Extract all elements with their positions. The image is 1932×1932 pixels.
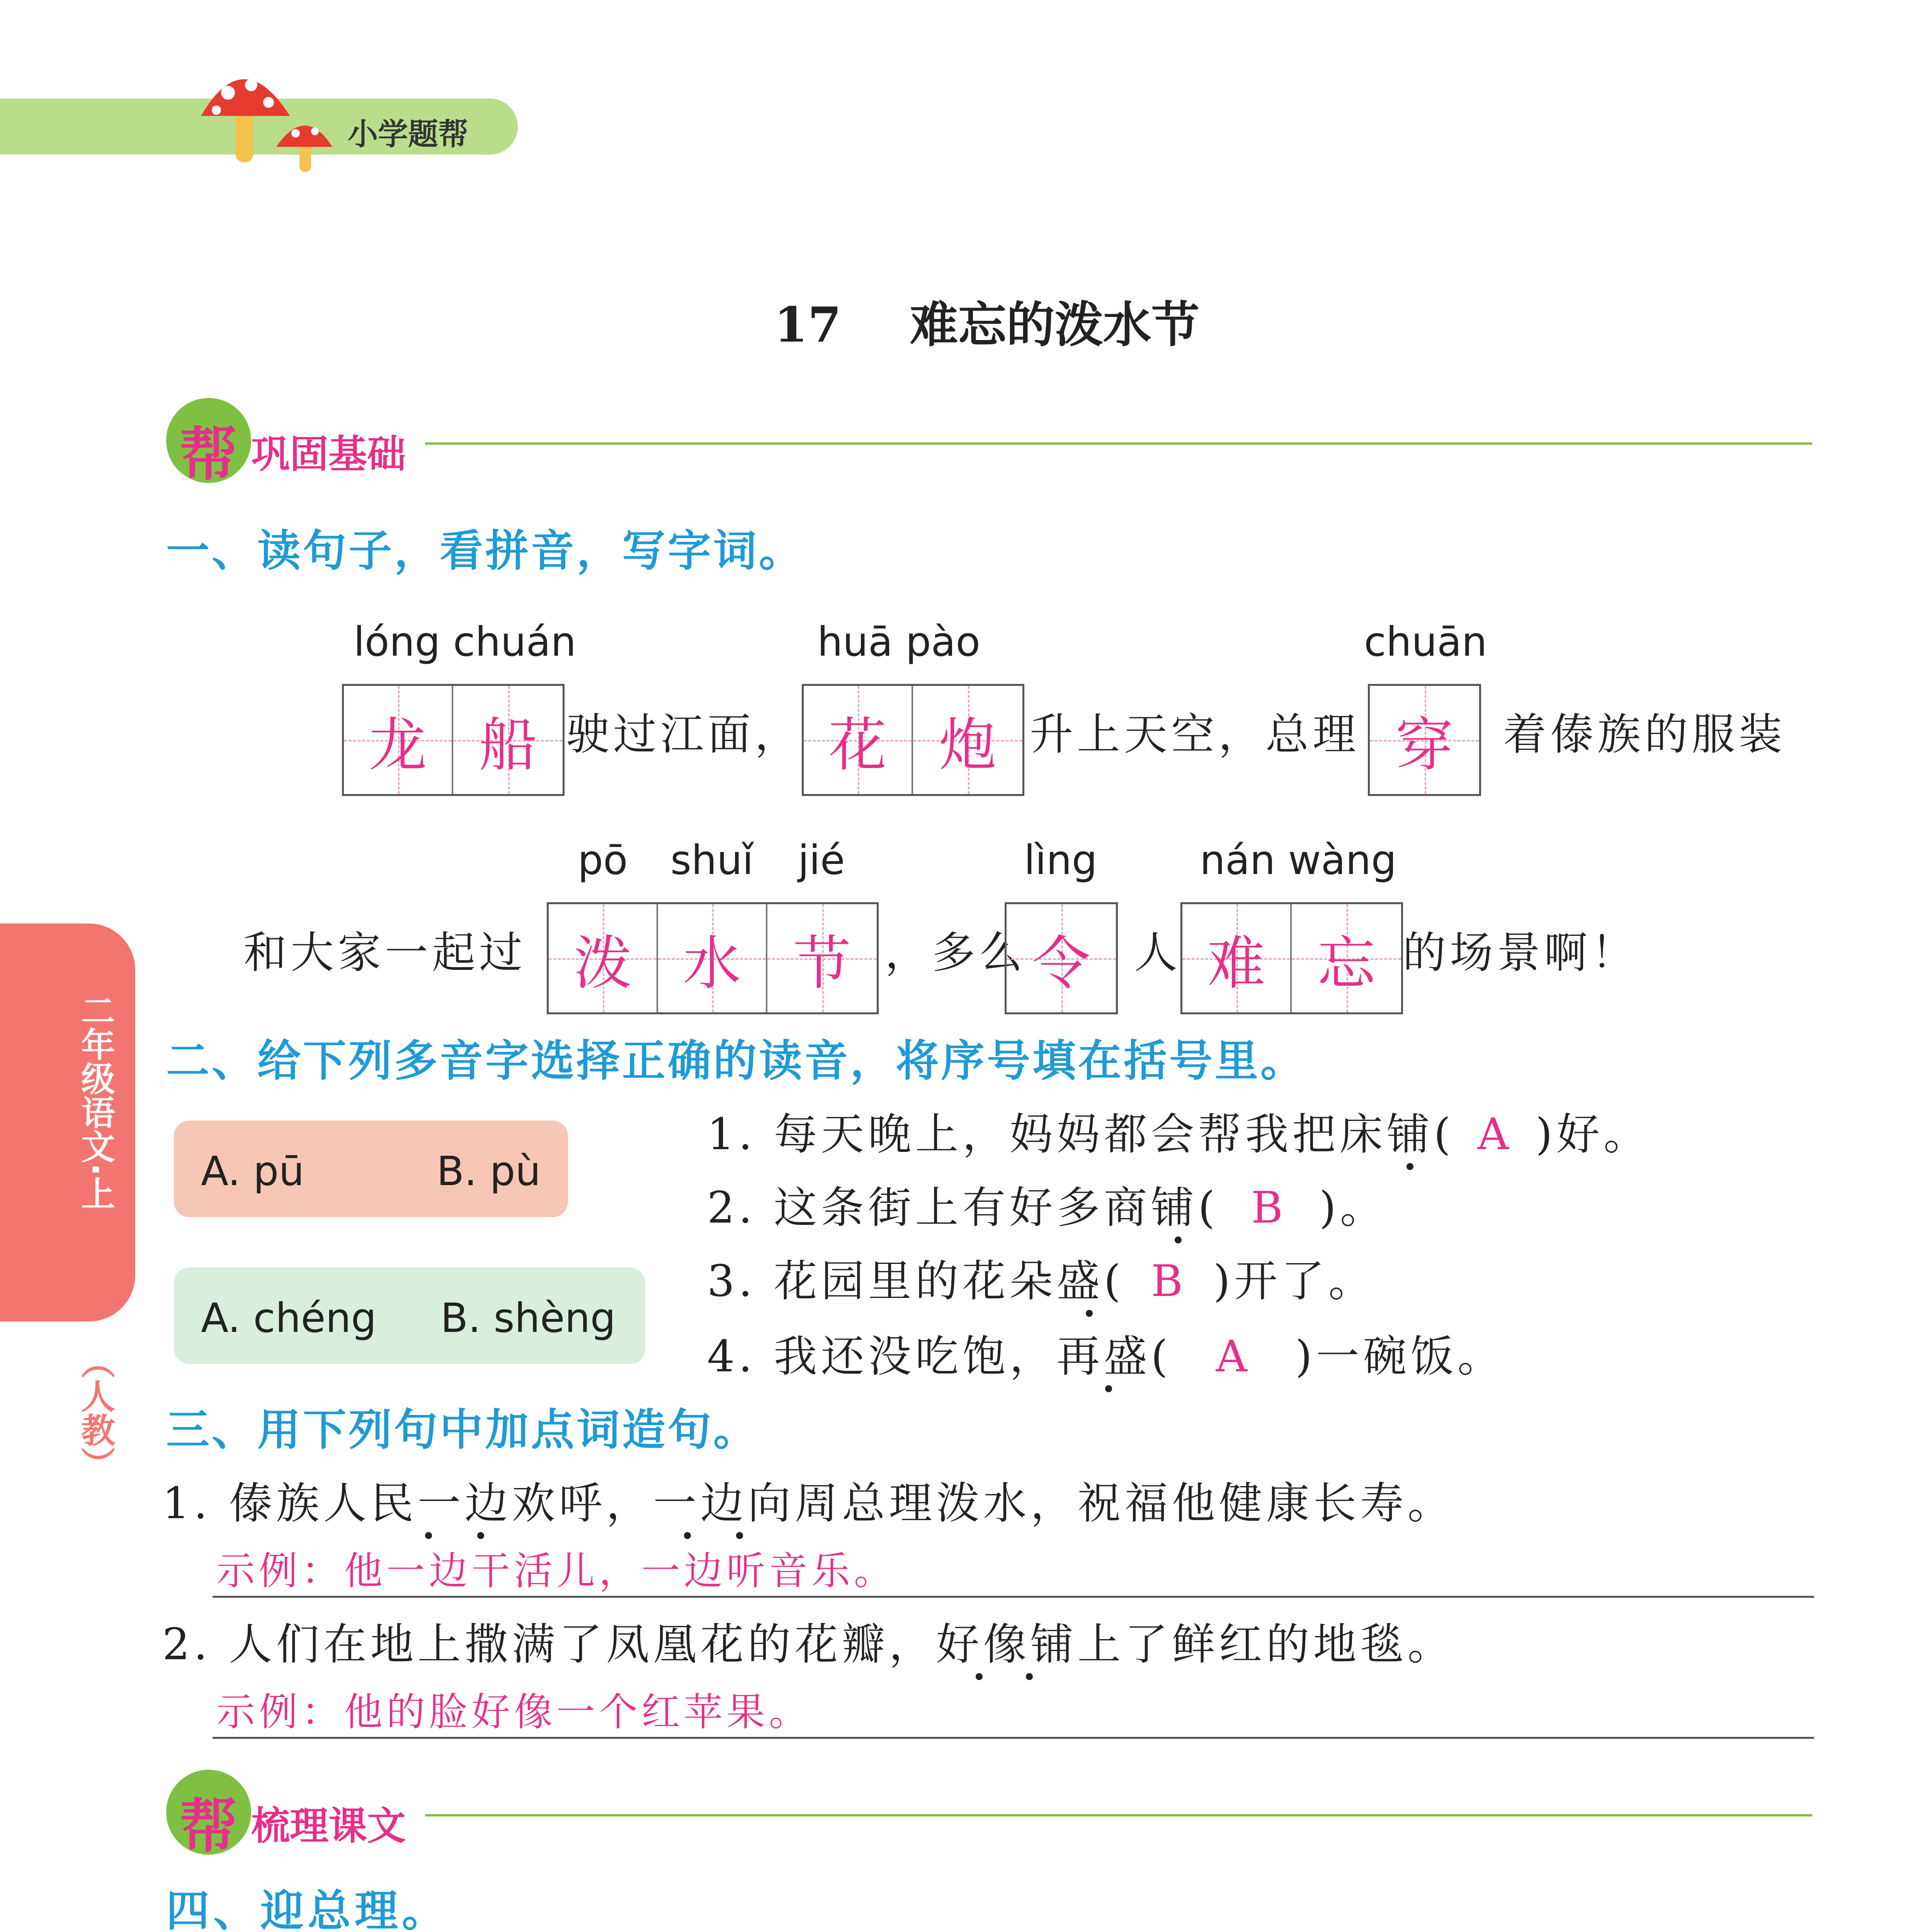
- q3-answer-1[interactable]: 示例：他一边干活儿，一边听音乐。: [216, 1548, 896, 1594]
- q1-text-2: 升上天空，总理: [1030, 709, 1360, 760]
- answer-box-huapao[interactable]: 花 炮: [802, 684, 1024, 796]
- section-badge-text: 帮: [180, 1793, 238, 1860]
- section-divider: [425, 442, 1812, 445]
- brand-label: 小学题帮: [348, 117, 469, 152]
- page-title: [0, 286, 1932, 355]
- q1-text-5: ，多么: [885, 928, 1026, 978]
- emphasis-dot: [976, 1673, 983, 1680]
- q2-item-2: 2. 这条街上有好多商铺( B )。: [707, 1183, 1387, 1233]
- q1-heading: 一、读句子，看拼音，写字词。: [166, 526, 804, 576]
- lesson-number: 17: [774, 297, 842, 353]
- emphasis-dot: [1086, 1310, 1093, 1317]
- section-label: 巩固基础: [251, 432, 406, 477]
- q1-text-1: 驶过江面，: [566, 709, 802, 760]
- emphasis-dot: [684, 1532, 691, 1539]
- emphasis-dot: [425, 1532, 432, 1539]
- mushroom-logo-icon: [193, 58, 340, 178]
- emphasis-dot: [1026, 1673, 1033, 1680]
- pinyin-ling: lìng: [1024, 837, 1097, 884]
- answer-line: [213, 1737, 1814, 1739]
- q1-text-6: 人: [1134, 928, 1181, 978]
- lesson-title: 难忘的泼水节: [910, 297, 1200, 353]
- pinyin-jie: jié: [798, 837, 845, 884]
- q2-answer-2[interactable]: B: [1251, 1183, 1287, 1233]
- emphasis-dot: [477, 1532, 484, 1539]
- q1-text-3: 着傣族的服装: [1503, 709, 1786, 760]
- q2-item-4: 4. 我还没吃饱，再盛( A )一碗饭。: [707, 1332, 1505, 1382]
- option-box-pu: [174, 1121, 568, 1217]
- option-a-pu: A. pū: [201, 1148, 304, 1195]
- pinyin-po: pō: [578, 837, 628, 884]
- pinyin-chuan: chuān: [1364, 618, 1487, 665]
- q1-text-4: 和大家一起过: [243, 928, 526, 978]
- q2-heading: 二、给下列多音字选择正确的读音，将序号填在括号里。: [166, 1036, 1306, 1086]
- pinyin-huapao: huā pào: [817, 618, 980, 665]
- emphasis-dot: [1406, 1163, 1413, 1170]
- q2-item-1: 1. 每天晚上，妈妈都会帮我把床铺( A )好。: [707, 1109, 1651, 1160]
- option-b-sheng: B. shèng: [440, 1294, 616, 1342]
- option-a-cheng: A. chéng: [201, 1294, 377, 1342]
- q3-answer-2[interactable]: 示例：他的脸好像一个红苹果。: [216, 1689, 811, 1735]
- pinyin-nanwang: nán wàng: [1200, 837, 1397, 884]
- section-badge-text: 帮: [180, 421, 238, 488]
- q2-answer-1[interactable]: A: [1477, 1109, 1513, 1160]
- answer-box-nanwang[interactable]: 难 忘: [1180, 902, 1403, 1014]
- side-tab-grade: 二年级语文·上: [76, 993, 116, 1210]
- answer-line: [213, 1596, 1814, 1598]
- side-tab-edition: （人教）: [76, 1345, 116, 1481]
- option-b-pu: B. pù: [437, 1148, 541, 1195]
- option-box-sheng: [174, 1267, 645, 1364]
- answer-box-longchuan[interactable]: 龙 船: [342, 684, 565, 796]
- emphasis-dot: [1175, 1236, 1182, 1243]
- answer-box-ling[interactable]: 令: [1005, 902, 1118, 1014]
- section-divider: [425, 1814, 1812, 1816]
- emphasis-dot: [736, 1532, 743, 1539]
- q2-item-3: 3. 花园里的花朵盛( B )开了。: [707, 1256, 1376, 1306]
- q2-answer-3[interactable]: B: [1151, 1256, 1187, 1306]
- q4-heading: 四、迎总理。: [166, 1886, 449, 1932]
- answer-box-chuan[interactable]: 穿: [1368, 684, 1481, 796]
- section-label: 梳理课文: [251, 1803, 406, 1849]
- answer-box-poshuijie[interactable]: 泼 水 节: [547, 902, 879, 1014]
- q3-heading: 三、用下列句中加点词造句。: [166, 1405, 759, 1455]
- q2-answer-4[interactable]: A: [1216, 1332, 1251, 1382]
- pinyin-shui: shuǐ: [670, 837, 753, 884]
- q3-item-2: 2. 人们在地上撒满了凤凰花的花瓣，好像铺上了鲜红的地毯。: [162, 1619, 1455, 1670]
- emphasis-dot: [1105, 1385, 1112, 1392]
- q3-item-1: 1. 傣族人民一边欢呼，一边向周总理泼水，祝福他健康长寿。: [162, 1478, 1455, 1529]
- pinyin-longchuan: lóng chuán: [354, 618, 577, 665]
- q1-text-7: 的场景啊！: [1403, 928, 1638, 978]
